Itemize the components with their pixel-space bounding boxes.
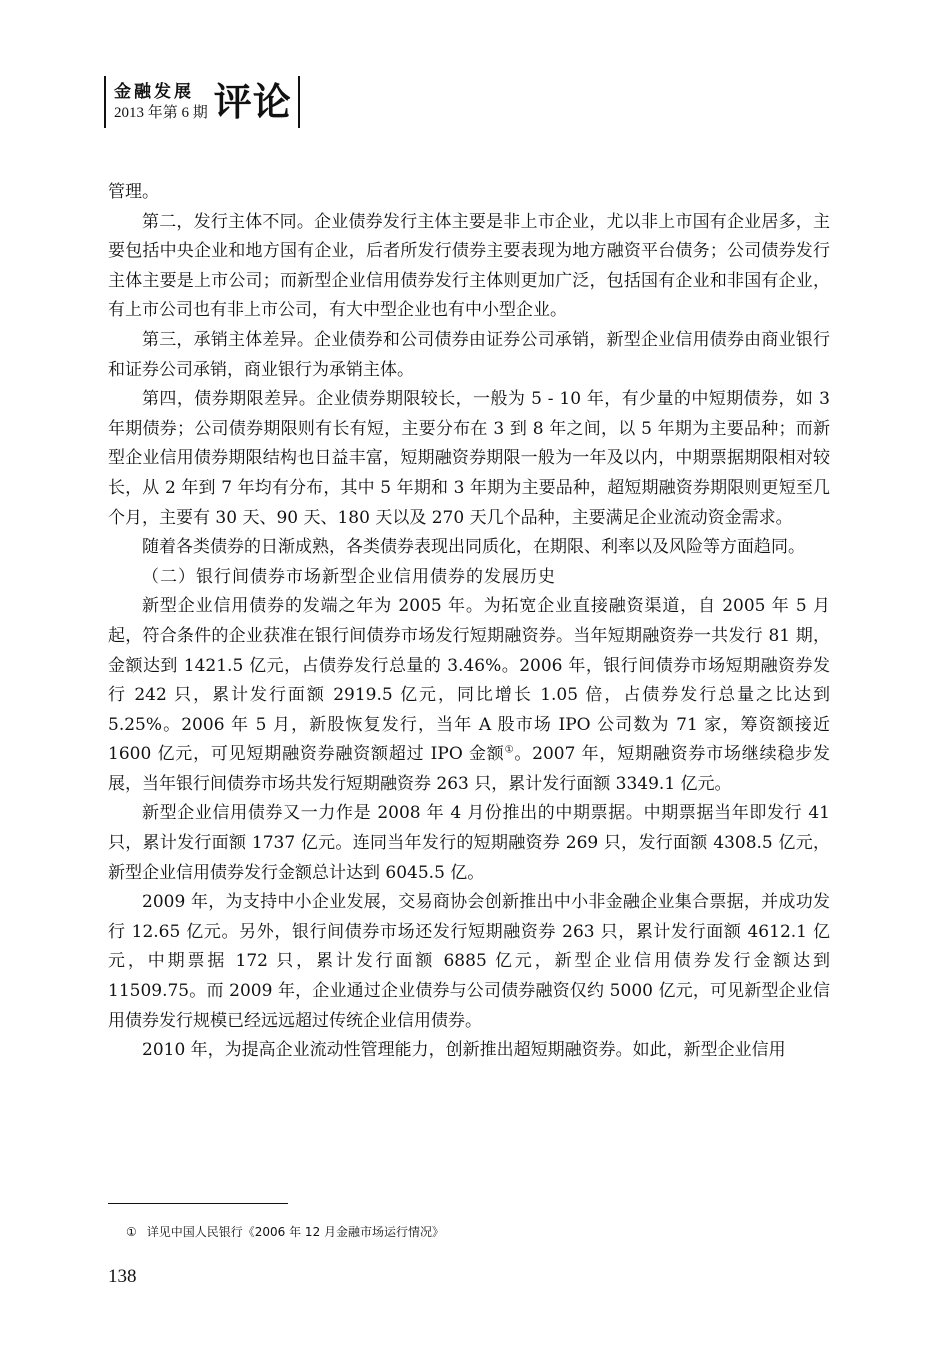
paragraph-history-2005 xyxy=(108,592,830,799)
journal-name: 金融发展 xyxy=(114,82,194,102)
section-subheading: （二）银行间债券市场新型企业信用债券的发展历史 xyxy=(142,566,556,587)
section-title: 评论 xyxy=(213,80,292,124)
footnote-text: 详见中国人民银行《2006 年 12 月金融市场运行情况》 xyxy=(146,1225,445,1239)
footnote-divider xyxy=(108,1203,288,1204)
history-text-before-note: 新型企业信用债券的发端之年为 2005 年。为拓宽企业直接融资渠道，自 2005 年 5 月起，符合条件的企业获准在银行间债券市场发行短期融资券。当年短期融资券一共发行 81 期，金额达到 1421.5 亿元，占债券发行总量的 3.46%。2006 年，银行间债券市场短期融资券发行 242 只，累计发行面额 2919.5 亿元，同比增长 1.05 倍，占债券发行总量之比达到 5.25%。2006 年 5 月，新股恢复发行，当年 A 股市场 IPO 公司数为 71 家，筹资额接近 1600 亿元，可见短期融资券融资额超过 IPO 金额 xyxy=(108,596,830,765)
page-number: 138 xyxy=(108,1266,137,1287)
footnote-mark: ① xyxy=(126,1225,137,1239)
paragraph-continuation: 管理。 xyxy=(108,182,159,202)
paragraph-history-2010: 2010 年，为提高企业流动性管理能力，创新推出超短期融资券。如此，新型企业信用 xyxy=(142,1040,786,1061)
paragraph-convergence: 随着各类债券的日渐成熟，各类债券表现出同质化，在期限、利率以及风险等方面趋同。 xyxy=(142,537,805,558)
footnote-reference: ① xyxy=(504,744,515,756)
history-text-after-note: 。2007 年，短期融资券市场继续稳步发展，当年银行间债券市场共发行短期融资券 263 只，累计发行面额 3349.1 亿元。 xyxy=(108,744,830,794)
footnote xyxy=(126,1224,444,1240)
paragraph-underwriter: 第三，承销主体差异。企业债券和公司债券由证券公司承销，新型企业信用债券由商业银行和证券公司承销，商业银行为承销主体。 xyxy=(108,329,830,380)
journal-header xyxy=(104,76,300,128)
paragraph-history-2009: 2009 年，为支持中小企业发展，交易商协会创新推出中小非金融企业集合票据，并成功发行 12.65 亿元。另外，银行间债券市场还发行短期融资券 263 只，累计发行面额 4612.1 亿元，中期票据 172 只，累计发行面额 6885 亿元，新型企业信用债券发行金额达到 11509.75。而 2009 年，企业通过企业债券与公司债券融资仅约 5000 亿元，可见新型企业信用债券发行规模已经远远超过传统企业信用债券。 xyxy=(108,892,830,1031)
paragraph-history-2008: 新型企业信用债券又一力作是 2008 年 4 月份推出的中期票据。中期票据当年即发行 41 只，累计发行面额 1737 亿元。连同当年发行的短期融资券 269 只，发行面额 4308.5 亿元，新型企业信用债券发行金额总计达到 6045.5 亿。 xyxy=(108,803,830,883)
article-body xyxy=(108,178,830,1066)
header-text-block xyxy=(106,76,212,128)
header-right-bar xyxy=(298,76,300,128)
paragraph-maturity: 第四，债券期限差异。企业债券期限较长，一般为 5 - 10 年，有少量的中短期债券，如 3 年期债券；公司债券期限则有长有短，主要分布在 3 到 8 年之间，以 5 年期为主要品种；而新型企业信用债券期限结构也日益丰富，短期融资券期限一般为一年及以内，中期票据期限相对较长，从 2 年到 7 年均有分布，其中 5 年期和 3 年期为主要品种，超短期融资券期限则更短至几个月，主要有 30 天、90 天、180 天以及 270 天几个品种，主要满足企业流动资金需求。 xyxy=(108,389,830,528)
paragraph-issuer: 第二，发行主体不同。企业债券发行主体主要是非上市企业，尤以非上市国有企业居多，主要包括中央企业和地方国有企业，后者所发行债券主要表现为地方融资平台债务；公司债券发行主体主要是上市公司；而新型企业信用债券发行主体则更加广泛，包括国有企业和非国有企业，有上市公司也有非上市公司，有大中型企业也有中小型企业。 xyxy=(108,211,830,321)
issue-label: 2013 年第 6 期 xyxy=(114,105,208,121)
